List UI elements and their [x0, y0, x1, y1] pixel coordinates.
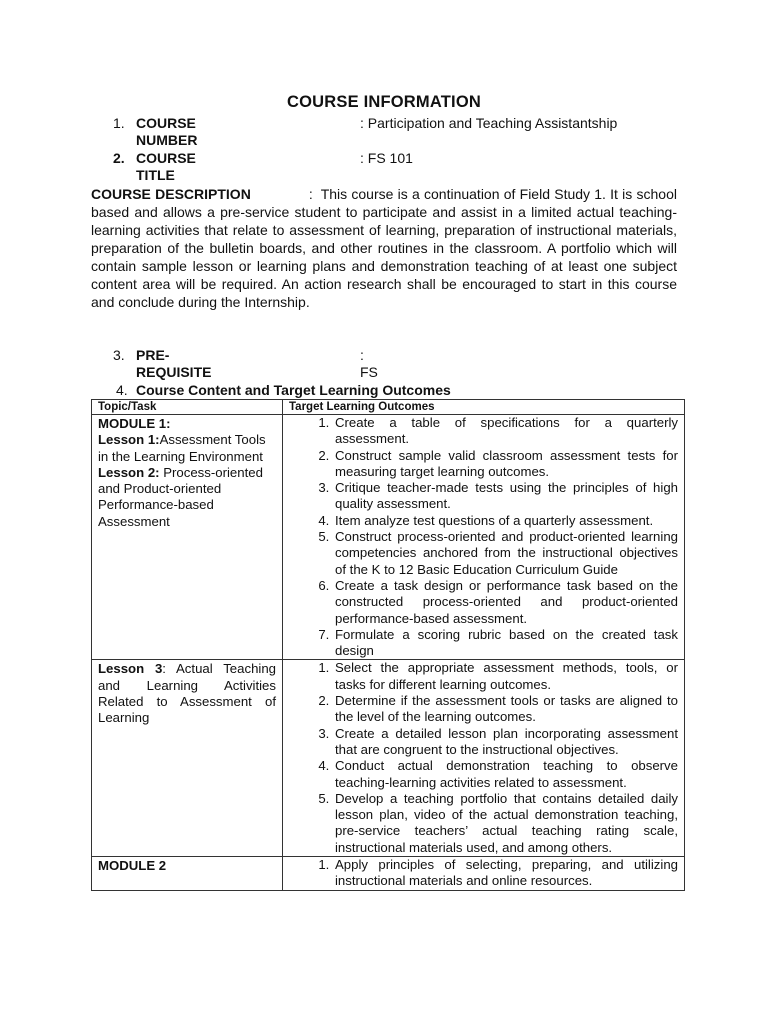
course-title-label: COURSE TITLE [136, 150, 196, 183]
list-item: 3. Critique teacher-made tests using the principles of high quality assessment. [333, 480, 678, 513]
course-description [91, 185, 677, 311]
prerequisite-label: PRE-REQUISITE [136, 347, 212, 380]
list-item: 2. Determine if the assessment tools or tasks are aligned to the level of the learning outcomes. [333, 693, 678, 726]
lesson-text: : Actual Teaching and Learning Activities Related to Assessment of Learning [98, 661, 277, 726]
outcomes-cell [283, 857, 685, 891]
list-item: 5. Construct process-oriented and product-oriented learning competencies anchored from the instructional objectives of the K to 12 Basic Education Curriculum Guide [333, 529, 678, 578]
module-title: MODULE 2 [98, 858, 167, 874]
lesson-entry [98, 465, 276, 530]
list-item: 4. Item analyze test questions of a quarterly assessment. [333, 513, 678, 529]
table-row [92, 857, 685, 891]
outcomes-cell [283, 415, 685, 660]
list-item: 2. Construct sample valid classroom assessment tests for measuring target learning outcomes. [333, 448, 678, 481]
course-number-label: COURSE NUMBER [136, 115, 198, 148]
module-title: MODULE 1: [98, 416, 171, 431]
list-item: 1. Create a table of specifications for a quarterly assessment. [333, 415, 678, 448]
list-item: 4. Conduct actual demonstration teaching to observe teaching-learning activities related to assessment. [333, 758, 678, 791]
outcomes-cell [283, 660, 685, 857]
list-item: 6. Create a task design or performance task based on the constructed process-oriented and product-oriented performance-based assessment. [333, 578, 678, 627]
content-heading-label: Course Content and Target Learning Outcomes [136, 382, 451, 398]
lesson-label: Lesson 1: [98, 432, 160, 448]
table-header-row [92, 400, 685, 415]
table-row [92, 660, 685, 857]
outcomes-list [289, 415, 678, 659]
course-description-label: COURSE DESCRIPTION [91, 186, 251, 202]
table-header-topic: Topic/Task [92, 400, 283, 415]
lesson-label: Lesson 3 [98, 661, 163, 677]
list-item: 1. Select the appropriate assessment methods, tools, or tasks for different learning outcomes. [333, 660, 678, 693]
course-description-separator: : [308, 186, 313, 202]
item-number: 2. [113, 150, 125, 166]
list-item: 7. Formulate a scoring rubric based on the created task design [333, 627, 678, 660]
content-outcomes-table [91, 399, 685, 891]
course-number-value: : Participation and Teaching Assistantship [360, 115, 618, 131]
item-number: 3. [113, 347, 125, 363]
course-title-value: : FS 101 [360, 150, 413, 166]
lesson-text: Process-oriented and Product-oriented Performance-based Assessment [98, 464, 263, 529]
table-header-outcomes: Target Learning Outcomes [283, 400, 685, 415]
prerequisite-value: : FS [360, 347, 378, 380]
lesson-text: Assessment Tools in the Learning Environment [98, 432, 266, 464]
outcomes-list [289, 660, 678, 856]
course-description-text: This course is a continuation of Field Study 1. It is school based and allows a pre-service student to participate and assist in a limited actual teaching-learning activities that relate to assessment of learning, preparation of instructional materials, preparation of the bulletin boards, and other routines in the classroom. A portfolio which will contain sample lesson or learning plans and demonstration teaching of at least one subject content area will be required. An action research shall be encouraged to start in this course and conclude during the Internship. [91, 186, 677, 310]
topic-cell [92, 857, 283, 891]
topic-cell [92, 660, 283, 857]
topic-cell [92, 415, 283, 660]
item-number: 1. [113, 115, 125, 131]
lesson-label: Lesson 2: [98, 464, 160, 480]
page-title: COURSE INFORMATION [287, 93, 481, 111]
table-row [92, 415, 685, 660]
item-number: 4. [116, 382, 128, 398]
list-item: 1. Apply principles of selecting, preparing, and utilizing instructional materials and online resources. [333, 857, 678, 890]
list-item: 3. Create a detailed lesson plan incorporating assessment that are congruent to the instructional objectives. [333, 726, 678, 759]
list-item: 5. Develop a teaching portfolio that contains detailed daily lesson plan, video of the actual demonstration teaching, pre-service teachers’ actual teaching rating scale, instructional materials used, and among others. [333, 791, 678, 856]
outcomes-list [289, 857, 678, 890]
lesson-entry [98, 432, 276, 465]
